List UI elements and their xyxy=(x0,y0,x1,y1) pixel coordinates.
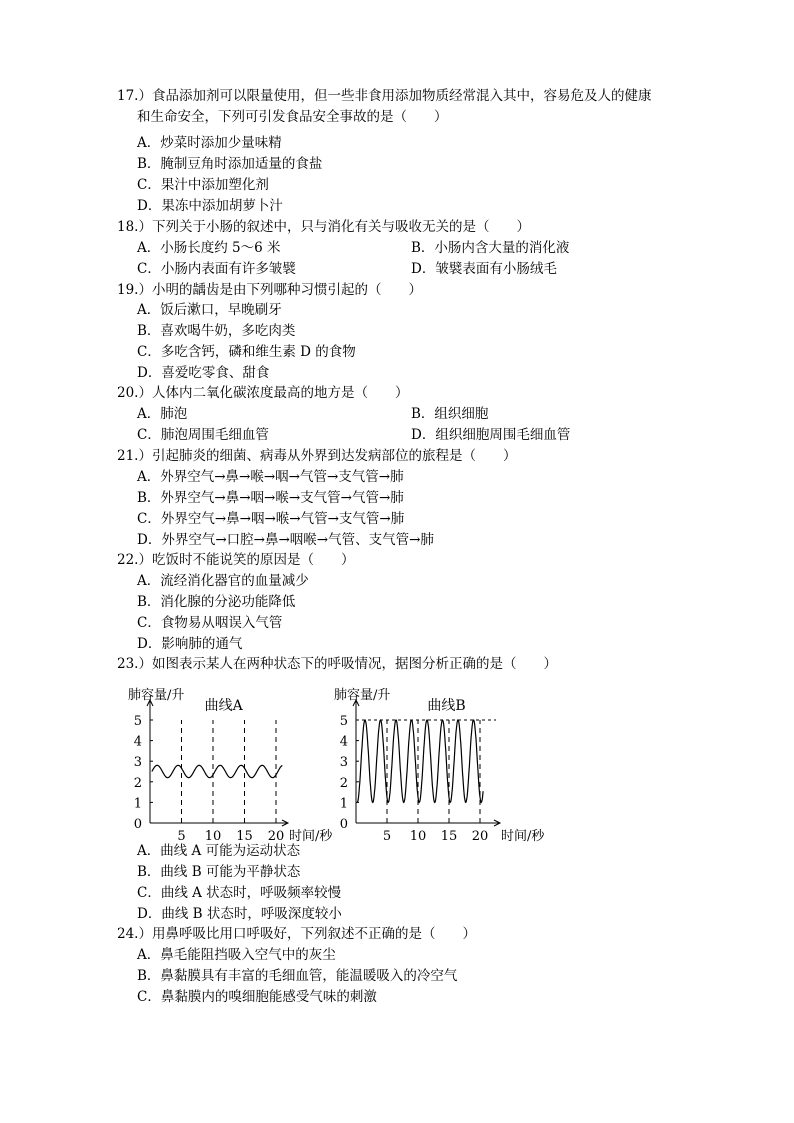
y-tick-label: 0 xyxy=(339,817,348,832)
question-24-option: B．鼻黏膜具有丰富的毛细血管，能温暖吸入的冷空气 xyxy=(137,968,458,984)
question-22-option: B．消化腺的分泌功能降低 xyxy=(137,594,296,610)
question-19-stem: 19.）小明的龋齿是由下列哪种习惯引起的（ ） xyxy=(117,282,422,298)
question-20-option: C．肺泡周围毛细血管 xyxy=(137,427,269,443)
question-17-option: A．炒菜时添加少量味精 xyxy=(137,135,282,151)
y-tick-label: 4 xyxy=(133,734,142,750)
y-tick-label: 3 xyxy=(339,755,348,771)
y-tick-label: 2 xyxy=(339,775,348,791)
question-17-option: B．腌制豆角时添加适量的食盐 xyxy=(137,156,323,172)
question-22-option: C．食物易从咽误入气管 xyxy=(137,615,283,631)
question-18-stem: 18.）下列关于小肠的叙述中，只与消化有关与吸收无关的是（ ） xyxy=(117,219,530,235)
question-18-option: D．皱襞表面有小肠绒毛 xyxy=(411,261,557,277)
x-tick-label: 15 xyxy=(440,829,458,844)
question-22-stem: 22.）吃饭时不能说笑的原因是（ ） xyxy=(117,552,355,568)
question-21-option: C．外界空气→鼻→咽→喉→气管→支气管→肺 xyxy=(137,511,405,527)
y-tick-label: 5 xyxy=(339,714,348,729)
y-tick-label: 3 xyxy=(133,755,142,771)
y-tick-label: 5 xyxy=(133,714,142,729)
x-tick-label: 15 xyxy=(236,829,253,844)
chart-curve-a xyxy=(128,687,333,844)
question-17-option: C．果汁中添加塑化剂 xyxy=(137,177,269,193)
question-20-option: B．组织细胞 xyxy=(411,406,489,422)
question-20-option: A．肺泡 xyxy=(137,406,188,422)
question-21-option: A．外界空气→鼻→喉→咽→气管→支气管→肺 xyxy=(137,469,404,485)
question-23-option: C．曲线 A 状态时，呼吸频率较慢 xyxy=(137,885,342,901)
x-axis-label: 时间/秒 xyxy=(501,829,545,844)
question-23-stem: 23.）如图表示某人在两种状态下的呼吸情况，据图分析正确的是（ ） xyxy=(117,656,557,672)
y-tick-label: 1 xyxy=(133,796,142,812)
x-tick-label: 20 xyxy=(267,829,285,844)
chart-curve-b xyxy=(334,687,545,844)
question-17-stem: 17.）食品添加剂可以限量使用，但一些非食用添加物质经常混入其中，容易危及人的健康 xyxy=(117,88,652,104)
question-21-option: D．外界空气→口腔→鼻→咽喉→气管、支气管→肺 xyxy=(137,532,434,548)
question-22-option: D．影响肺的通气 xyxy=(137,636,243,652)
question-20-option: D．组织细胞周围毛细血管 xyxy=(411,427,571,443)
series-line-curve-a xyxy=(152,765,282,777)
question-17-option: D．果冻中添加胡萝卜汁 xyxy=(137,198,283,214)
question-22-option: A．流经消化器官的血量减少 xyxy=(137,573,309,589)
x-axis-label: 时间/秒 xyxy=(289,829,333,844)
y-tick-label: 0 xyxy=(133,817,142,832)
x-tick-label: 5 xyxy=(177,829,186,844)
question-18-option: C．小肠内表面有许多皱襞 xyxy=(137,261,296,277)
x-tick-label: 20 xyxy=(471,829,489,844)
question-21-option: B．外界空气→鼻→咽→喉→支气管→气管→肺 xyxy=(137,490,404,506)
y-axis-label: 肺容量/升 xyxy=(334,688,391,703)
chart-title: 曲线B xyxy=(427,698,466,714)
question-21-stem: 21.）引起肺炎的细菌、病毒从外界到达发病部位的旅程是（ ） xyxy=(117,448,517,464)
y-tick-label: 1 xyxy=(339,796,348,812)
series-line-curve-b xyxy=(357,720,483,802)
x-tick-label: 10 xyxy=(409,829,427,844)
question-19-option: C．多吃含钙，磷和维生素 D 的食物 xyxy=(137,344,356,360)
x-tick-label: 10 xyxy=(204,829,222,844)
x-tick-label: 5 xyxy=(382,829,392,844)
y-tick-label: 2 xyxy=(133,775,142,791)
question-19-option: B．喜欢喝牛奶，多吃肉类 xyxy=(137,323,296,339)
y-axis-label: 肺容量/升 xyxy=(128,688,185,703)
question-19-option: D．喜爱吃零食、甜食 xyxy=(137,365,270,381)
question-23-option: A．曲线 A 可能为运动状态 xyxy=(137,843,301,859)
question-24-option: C．鼻黏膜内的嗅细胞能感受气味的刺激 xyxy=(137,989,377,1005)
question-19-option: A．饭后漱口，早晚刷牙 xyxy=(137,302,282,318)
question-18-option: B．小肠内含大量的消化液 xyxy=(411,240,570,256)
question-17-stem: 和生命安全，下列可引发食品安全事故的是（ ） xyxy=(137,109,448,125)
question-24-option: A．鼻毛能阻挡吸入空气中的灰尘 xyxy=(137,947,336,963)
question-18-option: A．小肠长度约 5～6 米 xyxy=(137,240,281,256)
question-23-option: B．曲线 B 可能为平静状态 xyxy=(137,864,301,880)
chart-title: 曲线A xyxy=(204,698,243,714)
y-tick-label: 4 xyxy=(339,734,348,750)
question-23-option: D．曲线 B 状态时，呼吸深度较小 xyxy=(137,906,342,922)
question-24-stem: 24.）用鼻呼吸比用口呼吸好，下列叙述不正确的是（ ） xyxy=(117,926,476,942)
question-20-stem: 20.）人体内二氧化碳浓度最高的地方是（ ） xyxy=(117,385,409,401)
